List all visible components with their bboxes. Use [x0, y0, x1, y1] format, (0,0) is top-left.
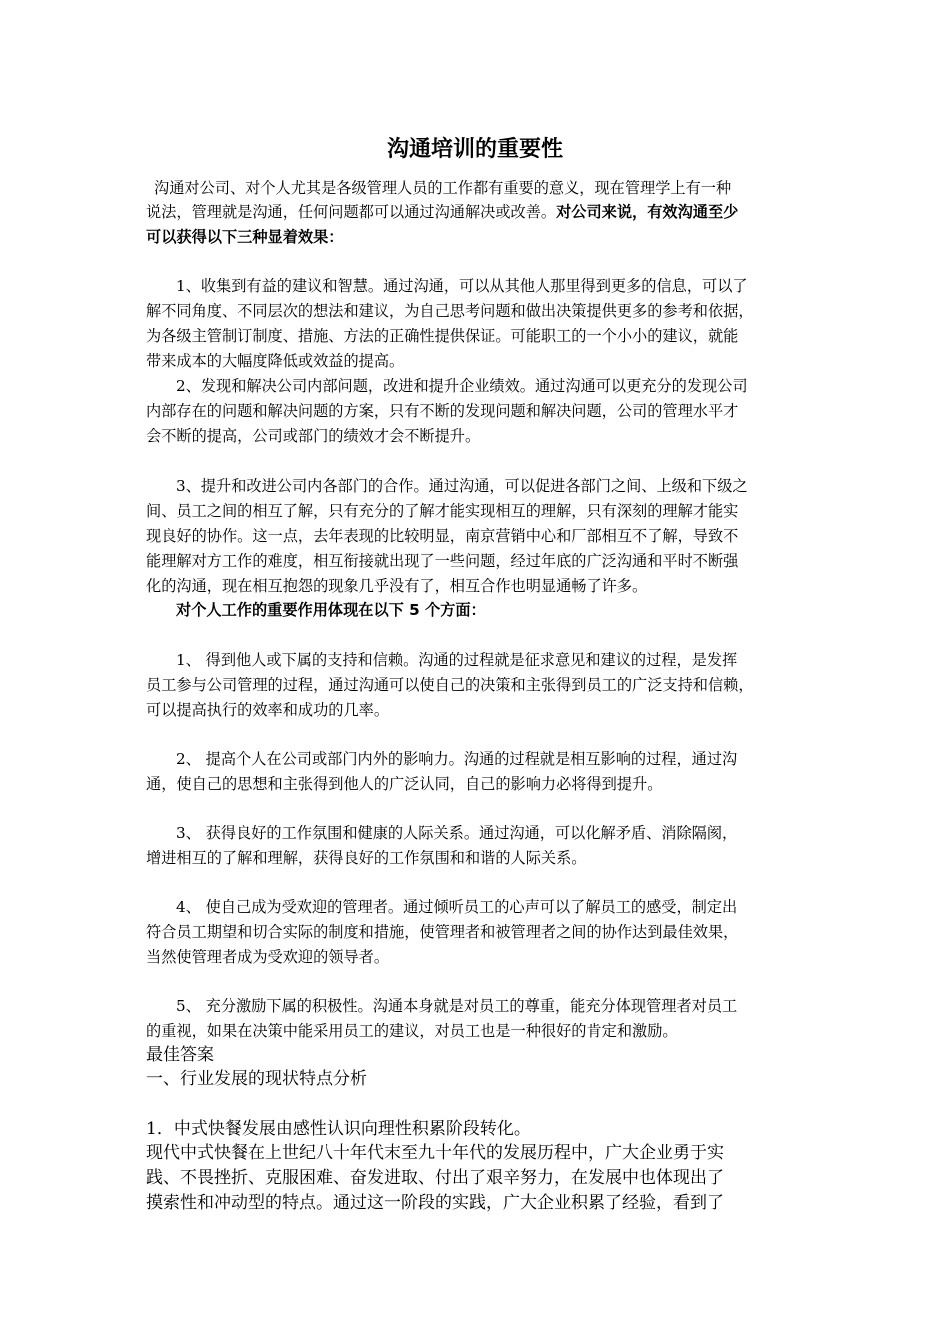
personal-item-5-line: 5、 充分激励下属的积极性。沟通本身就是对员工的尊重，能充分体现管理者对员工: [176, 997, 738, 1015]
closing-line: 现代中式快餐在上世纪八十年代末至九十年代的发展历程中，广大企业勇于实: [146, 1143, 724, 1163]
intro-emphasis: 对公司来说，有效沟通至少: [556, 203, 739, 221]
personal-item-2-line: 通，使自己的思想和主张得到他人的广泛认同，自己的影响力必将得到提升。: [146, 775, 663, 793]
company-item-3-line: 3、提升和改进公司内各部门的合作。通过沟通，可以促进各部门之间、上级和下级之: [176, 477, 748, 495]
intro-line: [146, 200, 738, 224]
personal-item-1-line: 员工参与公司管理的过程，通过沟通可以使自己的决策和主张得到员工的广泛支持和信赖，: [146, 676, 754, 694]
company-item-2-line: 会不断的提高，公司或部门的绩效才会不断提升。: [146, 427, 481, 445]
company-item-2-line: 2、发现和解决公司内部问题，改进和提升企业绩效。通过沟通可以更充分的发现公司: [176, 377, 748, 395]
company-item-3-line: 能理解对方工作的难度，相互衔接就出现了一些问题，经过年底的广泛沟通和平时不断强: [146, 552, 739, 570]
company-item-1-line: 解不同角度、不同层次的想法和建议，为自己思考问题和做出决策提供更多的参考和依据，: [146, 302, 754, 320]
section-heading: 一、行业发展的现状特点分析: [146, 1069, 367, 1089]
intro-text: 说法，管理就是沟通，任何问题都可以通过沟通解决或改善。: [146, 203, 557, 221]
personal-item-3-line: 增进相互的了解和理解，获得良好的工作氛围和和谐的人际关系。: [146, 849, 587, 867]
personal-item-2-line: 2、 提高个人在公司或部门内外的影响力。沟通的过程就是相互影响的过程，通过沟: [176, 750, 738, 768]
closing-line: 摸索性和冲动型的特点。通过这一阶段的实践，广大企业积累了经验，看到了: [146, 1193, 724, 1213]
personal-item-4-line: 4、 使自己成为受欢迎的管理者。通过倾听员工的心声可以了解员工的感受，制定出: [176, 898, 738, 916]
company-item-2-line: 内部存在的问题和解决问题的方案，只有不断的发现问题和解决问题，公司的管理水平才: [146, 402, 739, 420]
company-item-3-line: 化的沟通，现在相互抱怨的现象几乎没有了，相互合作也明显通畅了许多。: [146, 577, 648, 595]
document-title: 沟通培训的重要性: [386, 137, 563, 162]
company-item-3-line: 现良好的协作。这一点，去年表现的比较明显，南京营销中心和厂部相互不了解，导致不: [146, 527, 739, 545]
personal-heading: 对个人工作的重要作用体现在以下 5 个方面：: [176, 601, 486, 619]
intro-emphasis-line: 可以获得以下三种显着效果：: [146, 228, 344, 246]
company-item-1-line: 带来成本的大幅度降低或效益的提高。: [146, 352, 405, 370]
personal-item-4-line: 符合员工期望和切合实际的制度和措施，使管理者和被管理者之间的协作达到最佳效果，: [146, 923, 739, 941]
company-item-3-line: 间、员工之间的相互了解，只有充分的了解才能实现相互的理解，只有深刻的理解才能实: [146, 502, 739, 520]
intro-line: 沟通对公司、对个人尤其是各级管理人员的工作都有重要的意义，现在管理学上有一种: [154, 179, 732, 197]
personal-item-3-line: 3、 获得良好的工作氛围和健康的人际关系。通过沟通，可以化解矛盾、消除隔阂，: [176, 824, 738, 842]
best-answer-label: 最佳答案: [146, 1045, 214, 1065]
personal-item-1-line: 1、 得到他人或下属的支持和信赖。沟通的过程就是征求意见和建议的过程，是发挥: [176, 651, 738, 669]
closing-line: 践、不畏挫折、克服困难、奋发进取、付出了艰辛努力，在发展中也体现出了: [146, 1168, 724, 1188]
point-heading: 1．中式快餐发展由感性认识向理性积累阶段转化。: [146, 1119, 531, 1139]
personal-item-1-line: 可以提高执行的效率和成功的几率。: [146, 701, 389, 719]
company-item-1-line: 1、收集到有益的建议和智慧。通过沟通，可以从其他人那里得到更多的信息，可以了: [176, 277, 748, 295]
company-item-1-line: 为各级主管制订制度、措施、方法的正确性提供保证。可能职工的一个小小的建议，就能: [146, 327, 739, 345]
personal-item-4-line: 当然使管理者成为受欢迎的领导者。: [146, 948, 389, 966]
personal-item-5-line: 的重视，如果在决策中能采用员工的建议，对员工也是一种很好的肯定和激励。: [146, 1022, 678, 1040]
